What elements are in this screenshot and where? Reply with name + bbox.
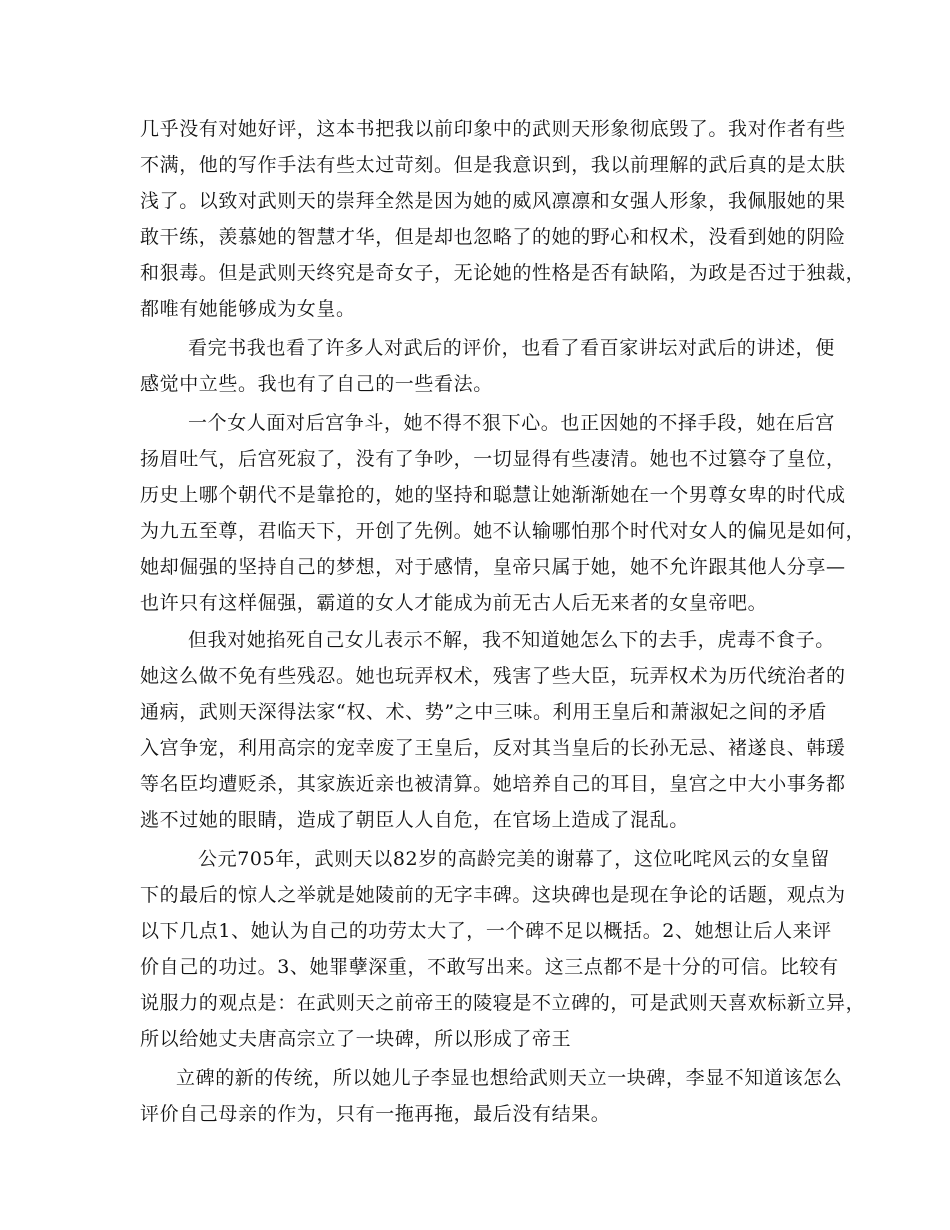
text-line: 几乎没有对她好评，这本书把我以前印象中的武则天形象彻底毁了。我对作者有些 <box>140 118 846 140</box>
text-line: 历史上哪个朝代不是靠抢的，她的坚持和聪慧让她渐渐她在一个男尊女卑的时代成 <box>140 484 846 506</box>
text-line: 但我对她掐死自己女儿表示不解，我不知道她怎么下的去手，虎毒不食子。 <box>188 629 835 651</box>
text-line: 浅了。以致对武则天的崇拜全然是因为她的威风凛凛和女强人形象，我佩服她的果 <box>140 190 846 212</box>
text-line: 逃不过她的眼睛，造成了朝臣人人自危，在官场上造成了混乱。 <box>140 809 689 831</box>
text-line: 所以给她丈夫唐高宗立了一块碑，所以形成了帝王 <box>140 1028 572 1050</box>
text-line: 公元705年，武则天以82岁的高龄完美的谢幕了，这位叱咤风云的女皇留 <box>198 848 830 870</box>
text-line: 一个女人面对后宫争斗，她不得不狠下心。也正因她的不择手段，她在后宫 <box>188 412 835 434</box>
text-line: 敢干练，羡慕她的智慧才华，但是却也忽略了的她的野心和权术，没看到她的阴险 <box>140 226 846 248</box>
text-line: 感觉中立些。我也有了自己的一些看法。 <box>140 373 493 395</box>
text-line: 不满，他的写作手法有些太过苛刻。但是我意识到，我以前理解的武后真的是太肤 <box>140 154 846 176</box>
text-line: 以下几点1、她认为自己的功劳太大了，一个碑不足以概括。2、她想让后人来评 <box>140 920 832 942</box>
text-line: 看完书我也看了许多人对武后的评价，也看了看百家讲坛对武后的讲述，便 <box>188 337 835 359</box>
text-line: 也许只有这样倔强，霸道的女人才能成为前无古人后无来者的女皇帝吧。 <box>140 592 768 614</box>
text-line: 都唯有她能够成为女皇。 <box>140 298 356 320</box>
text-line: 她这么做不免有些残忍。她也玩弄权术，残害了些大臣，玩弄权术为历代统治者的 <box>140 665 846 687</box>
text-line: 入宫争宠，利用高宗的宠幸废了王皇后，反对其当皇后的长孙无忌、褚遂良、韩瑗 <box>140 737 846 759</box>
text-line: 通病，武则天深得法家“权、术、势”之中三味。利用王皇后和萧淑妃之间的矛盾 <box>140 701 828 723</box>
text-line: 扬眉吐气，后宫死寂了，没有了争吵，一切显得有些凄清。她也不过篡夺了皇位， <box>140 448 846 470</box>
text-line: 立碑的新的传统，所以她儿子李显也想给武则天立一块碑，李显不知道该怎么 <box>176 1067 843 1089</box>
text-line: 和狠毒。但是武则天终究是奇女子，无论她的性格是否有缺陷，为政是否过于独裁， <box>140 262 866 284</box>
text-line: 价自己的功过。3、她罪孽深重，不敢写出来。这三点都不是十分的可信。比较有 <box>140 956 839 978</box>
text-line: 评价自己母亲的作为，只有一拖再拖，最后没有结果。 <box>140 1103 611 1125</box>
text-line: 她却倔强的坚持自己的梦想，对于感情，皇帝只属于她，她不允许跟其他人分享— <box>140 556 846 578</box>
text-line: 为九五至尊，君临天下，开创了先例。她不认输哪怕那个时代对女人的偏见是如何， <box>140 520 866 542</box>
text-line: 说服力的观点是：在武则天之前帝王的陵寝是不立碑的，可是武则天喜欢标新立异， <box>140 992 866 1014</box>
text-line: 下的最后的惊人之举就是她陵前的无字丰碑。这块碑也是现在争论的话题，观点为 <box>140 884 846 906</box>
text-line: 等名臣均遭贬杀，其家族近亲也被清算。她培养自己的耳目，皇宫之中大小事务都 <box>140 773 846 795</box>
